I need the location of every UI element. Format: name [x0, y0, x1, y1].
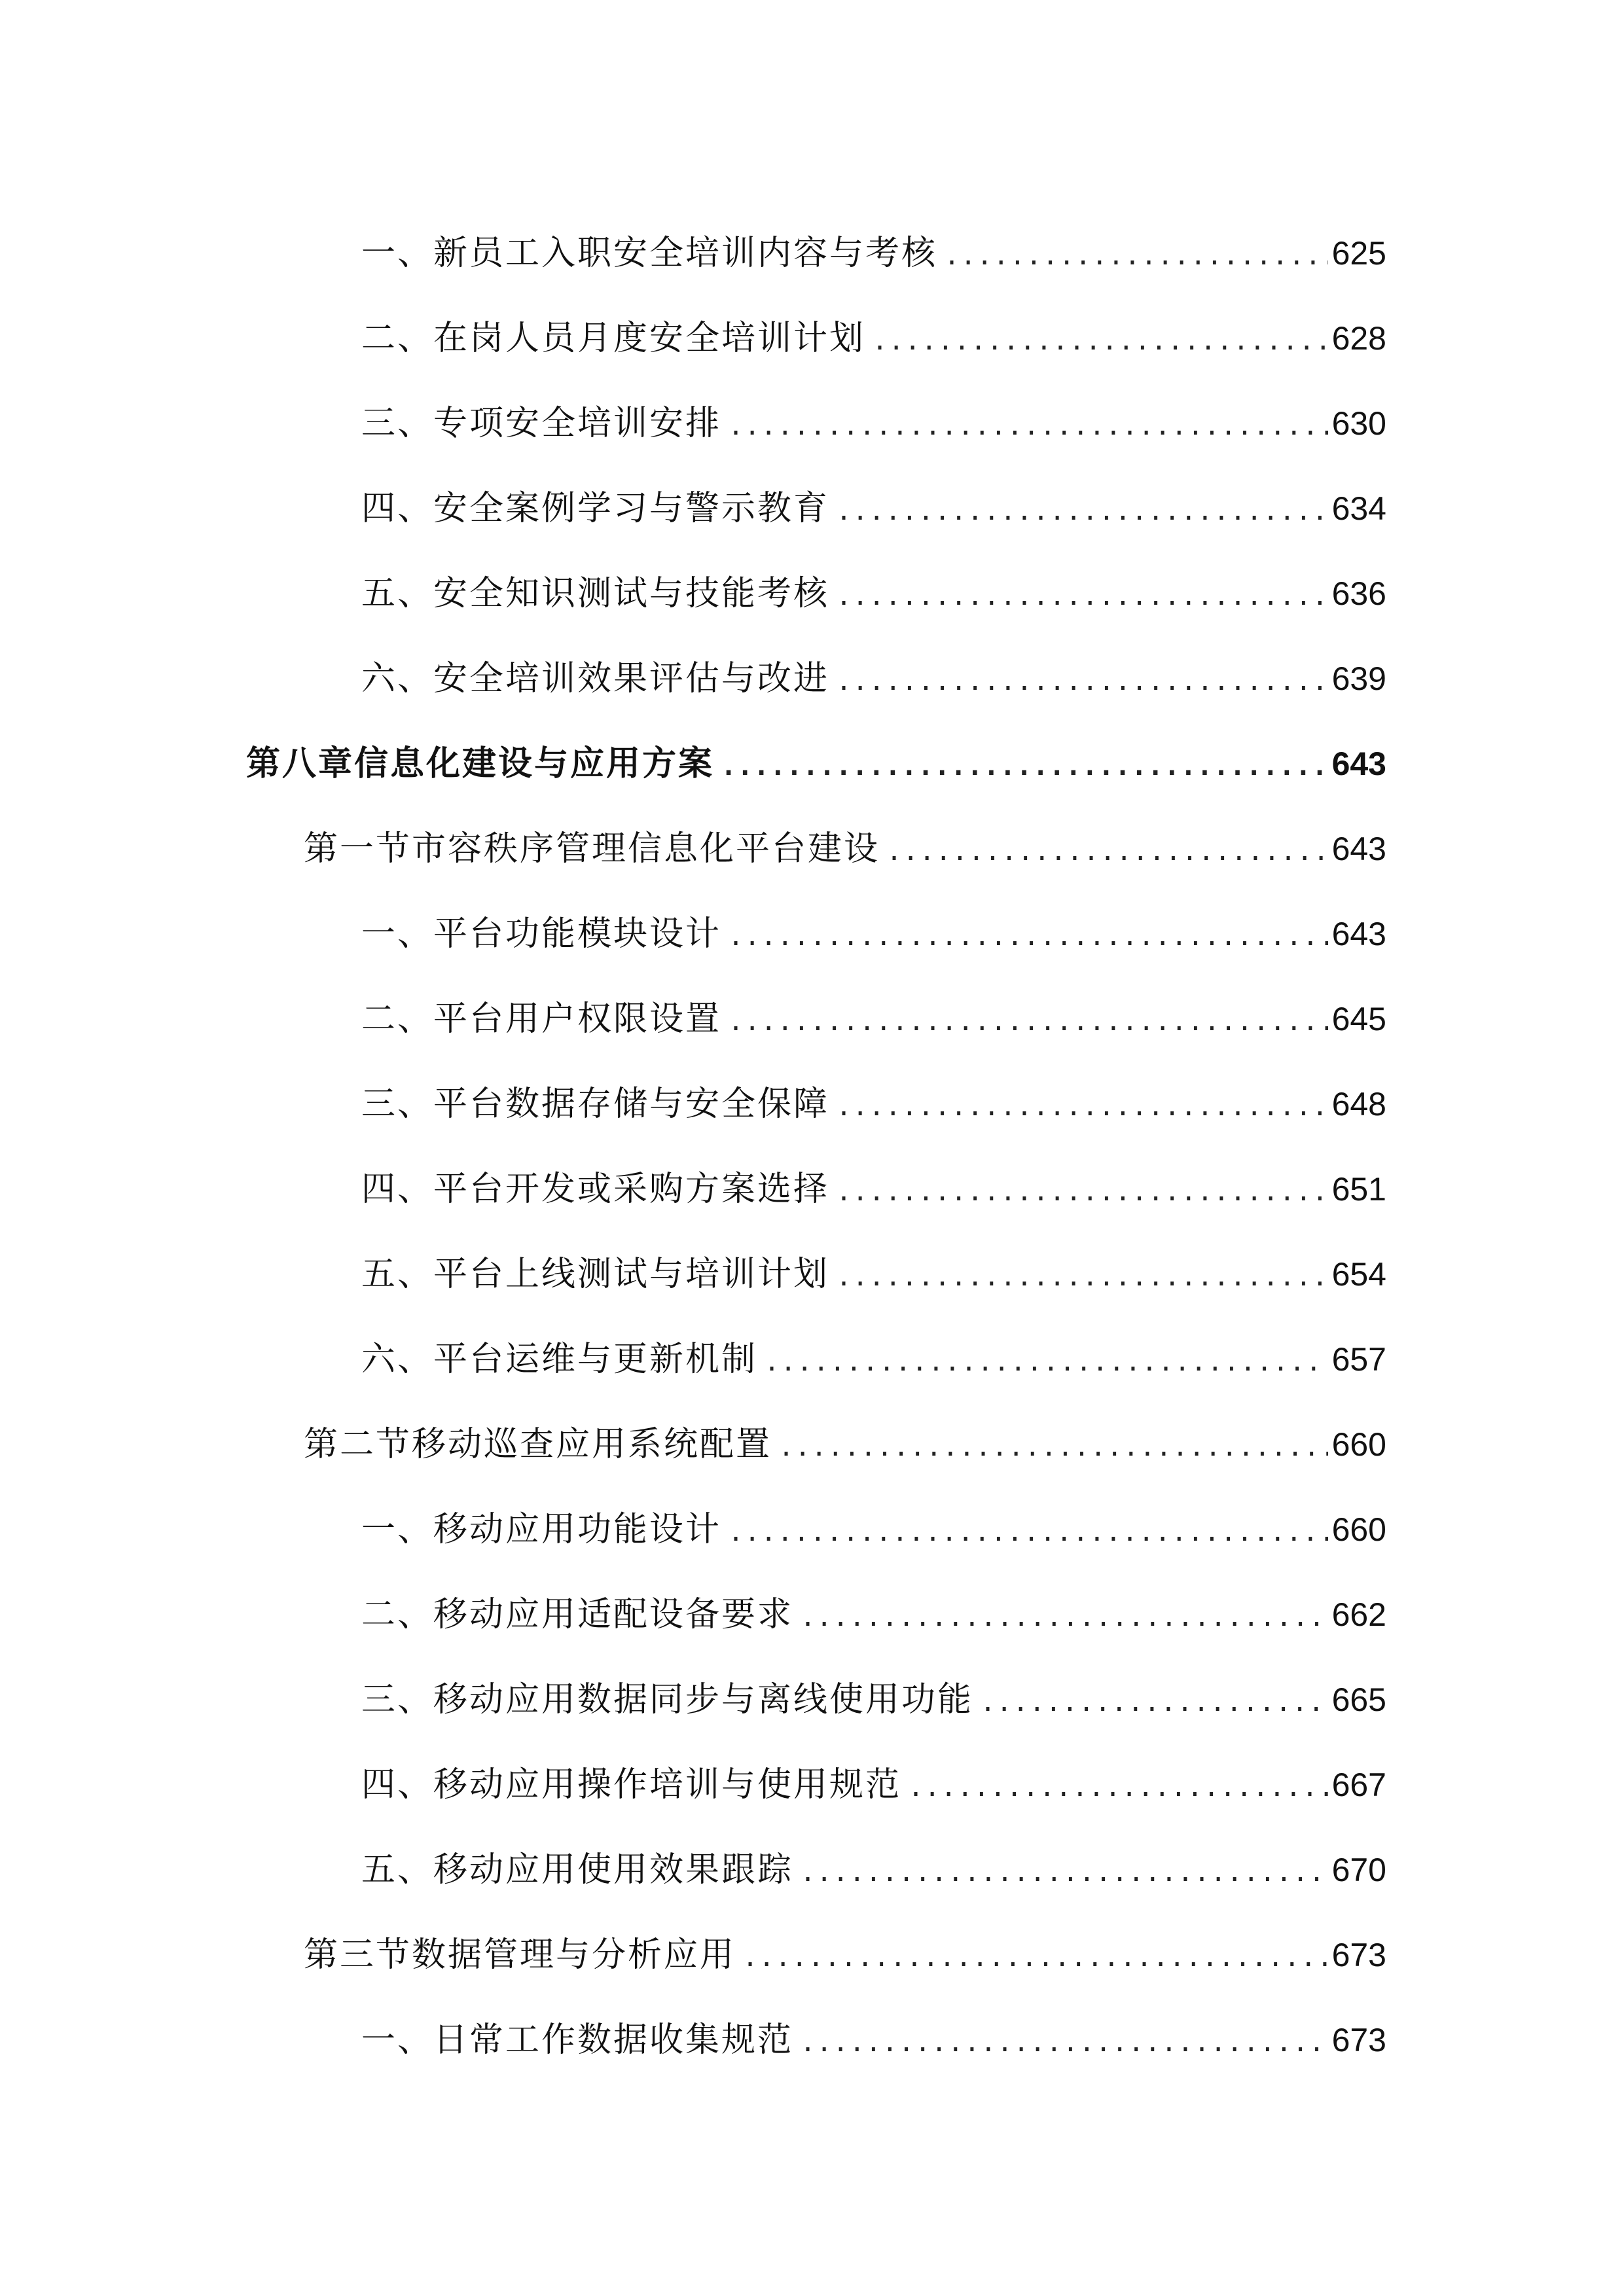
toc-section-entry[interactable]	[0, 806, 1386, 891]
toc-dot-leader	[886, 806, 1328, 894]
toc-entry[interactable]	[0, 977, 1386, 1062]
toc-entry-title: 五、平台上线测试与培训计划	[361, 1255, 830, 1294]
toc-dot-leader	[728, 891, 1328, 979]
toc-entry-title: 六、安全培训效果评估与改进	[361, 659, 830, 698]
toc-entry-title: 一、移动应用功能设计	[361, 1510, 722, 1549]
toc-chapter-page-number: 643	[1331, 745, 1386, 782]
toc-entry-page-number: 625	[1331, 235, 1386, 272]
toc-entry[interactable]	[0, 211, 1386, 296]
toc-section-page-number: 643	[1331, 831, 1386, 867]
toc-entry-title: 四、平台开发或采购方案选择	[361, 1170, 830, 1209]
toc-entry-page-number: 648	[1331, 1086, 1386, 1122]
toc-entry-page-number: 628	[1331, 320, 1386, 357]
toc-dot-leader	[721, 721, 1328, 809]
toc-section-entry[interactable]	[0, 1912, 1386, 1998]
toc-entry-page-number: 660	[1331, 1511, 1386, 1548]
toc-entry[interactable]	[0, 1487, 1386, 1572]
toc-entry-page-number: 645	[1331, 1001, 1386, 1037]
toc-dot-leader	[944, 211, 1328, 298]
toc-dot-leader	[764, 1317, 1328, 1405]
toc-chapter-title: 第八章信息化建设与应用方案	[246, 744, 715, 783]
toc-dot-leader	[872, 296, 1328, 384]
toc-entry-page-number: 673	[1331, 2022, 1386, 2058]
toc-entry-title: 三、平台数据存储与安全保障	[361, 1085, 830, 1124]
toc-entry[interactable]	[0, 1657, 1386, 1742]
toc-dot-leader	[778, 1402, 1328, 1490]
toc-entry-title: 一、日常工作数据收集规范	[361, 2020, 794, 2060]
toc-entry-page-number: 630	[1331, 405, 1386, 442]
toc-entry[interactable]	[0, 1998, 1386, 2083]
toc-entry[interactable]	[0, 636, 1386, 721]
toc-entry[interactable]	[0, 1232, 1386, 1317]
toc-dot-leader	[980, 1657, 1328, 1745]
toc-entry-page-number: 639	[1331, 660, 1386, 697]
toc-entry-page-number: 634	[1331, 490, 1386, 527]
toc-dot-leader	[836, 466, 1328, 554]
toc-entry-page-number: 651	[1331, 1171, 1386, 1208]
toc-dot-leader	[800, 1998, 1328, 2085]
toc-entry-page-number: 662	[1331, 1596, 1386, 1633]
toc-dot-leader	[800, 1827, 1328, 1915]
toc-dot-leader	[836, 1062, 1328, 1149]
toc-entry[interactable]	[0, 1317, 1386, 1402]
toc-entry[interactable]	[0, 891, 1386, 977]
toc-dot-leader	[728, 381, 1328, 469]
toc-section-entry[interactable]	[0, 1402, 1386, 1487]
toc-entry-title: 二、平台用户权限设置	[361, 999, 722, 1039]
toc-section-title: 第三节数据管理与分析应用	[304, 1935, 736, 1975]
toc-entry[interactable]	[0, 1062, 1386, 1147]
toc-entry-page-number: 667	[1331, 1767, 1386, 1803]
toc-entry-title: 二、移动应用适配设备要求	[361, 1595, 794, 1634]
toc-entry-page-number: 654	[1331, 1256, 1386, 1293]
toc-entry-page-number: 657	[1331, 1341, 1386, 1378]
toc-entry[interactable]	[0, 1742, 1386, 1827]
toc-entry-title: 五、移动应用使用效果跟踪	[361, 1850, 794, 1890]
toc-entry[interactable]	[0, 466, 1386, 551]
toc-entry-title: 四、安全案例学习与警示教育	[361, 489, 830, 528]
toc-entry-title: 三、移动应用数据同步与离线使用功能	[361, 1680, 974, 1719]
toc-entry-title: 五、安全知识测试与技能考核	[361, 574, 830, 613]
toc-entry[interactable]	[0, 1572, 1386, 1657]
toc-entry-page-number: 665	[1331, 1681, 1386, 1718]
toc-section-title: 第二节移动巡查应用系统配置	[304, 1425, 772, 1464]
toc-entry-page-number: 670	[1331, 1852, 1386, 1888]
toc-dot-leader	[728, 977, 1328, 1064]
toc-section-page-number: 660	[1331, 1426, 1386, 1463]
table-of-contents	[0, 211, 1624, 2083]
toc-dot-leader	[836, 1147, 1328, 1234]
toc-chapter-entry[interactable]	[0, 721, 1386, 806]
toc-dot-leader	[742, 1912, 1328, 2000]
toc-entry-title: 一、新员工入职安全培训内容与考核	[361, 234, 938, 273]
toc-dot-leader	[908, 1742, 1328, 1830]
toc-dot-leader	[836, 1232, 1328, 1319]
toc-entry-title: 四、移动应用操作培训与使用规范	[361, 1765, 902, 1804]
toc-entry[interactable]	[0, 1147, 1386, 1232]
toc-dot-leader	[800, 1572, 1328, 1660]
toc-entry-page-number: 636	[1331, 575, 1386, 612]
toc-entry-title: 一、平台功能模块设计	[361, 914, 722, 954]
toc-entry[interactable]	[0, 296, 1386, 381]
toc-entry-title: 三、专项安全培训安排	[361, 404, 722, 443]
toc-section-title: 第一节市容秩序管理信息化平台建设	[304, 829, 880, 869]
toc-entry[interactable]	[0, 381, 1386, 466]
toc-entry-page-number: 643	[1331, 916, 1386, 952]
toc-entry[interactable]	[0, 551, 1386, 636]
toc-entry-title: 二、在岗人员月度安全培训计划	[361, 319, 866, 358]
toc-entry[interactable]	[0, 1827, 1386, 1912]
toc-dot-leader	[836, 636, 1328, 724]
toc-dot-leader	[836, 551, 1328, 639]
toc-entry-title: 六、平台运维与更新机制	[361, 1340, 758, 1379]
toc-section-page-number: 673	[1331, 1937, 1386, 1973]
toc-dot-leader	[728, 1487, 1328, 1575]
